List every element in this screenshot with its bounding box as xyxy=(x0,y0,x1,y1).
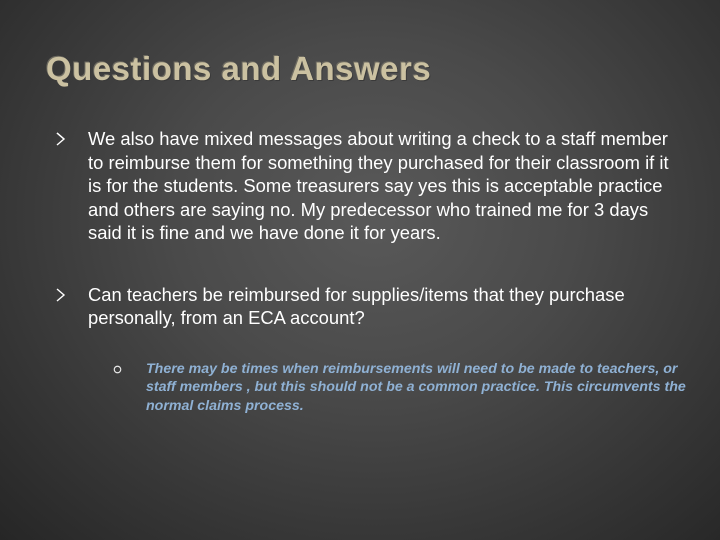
answer-item xyxy=(113,360,701,416)
bullet-text: Can teachers be reimbursed for supplies/items that they purchase personally, from an ECA account? xyxy=(88,283,625,328)
bullet-text: We also have mixed messages about writing a check to a staff member to reimburse them for something they purchased for their classroom if it is for the students. Some treasurers say yes this is acceptable practice and others are saying no. My predecessor who trained me for 3 days said it is fine and we have done it for years. xyxy=(88,128,669,243)
bullet-list xyxy=(56,127,686,415)
arrow-bullet-icon xyxy=(56,132,66,146)
bullet-item-reimbursement-question xyxy=(56,127,676,245)
slide-title: Questions and Answers xyxy=(46,50,432,87)
answer-text: There may be times when reimbursements will need to be made to teachers, or staff members , but this should not be a common practice. This circumvents the normal claims process. xyxy=(146,360,686,414)
bullet-item-teacher-supplies-question xyxy=(56,283,686,416)
ring-bullet-icon xyxy=(113,365,122,374)
arrow-bullet-icon xyxy=(56,288,66,302)
